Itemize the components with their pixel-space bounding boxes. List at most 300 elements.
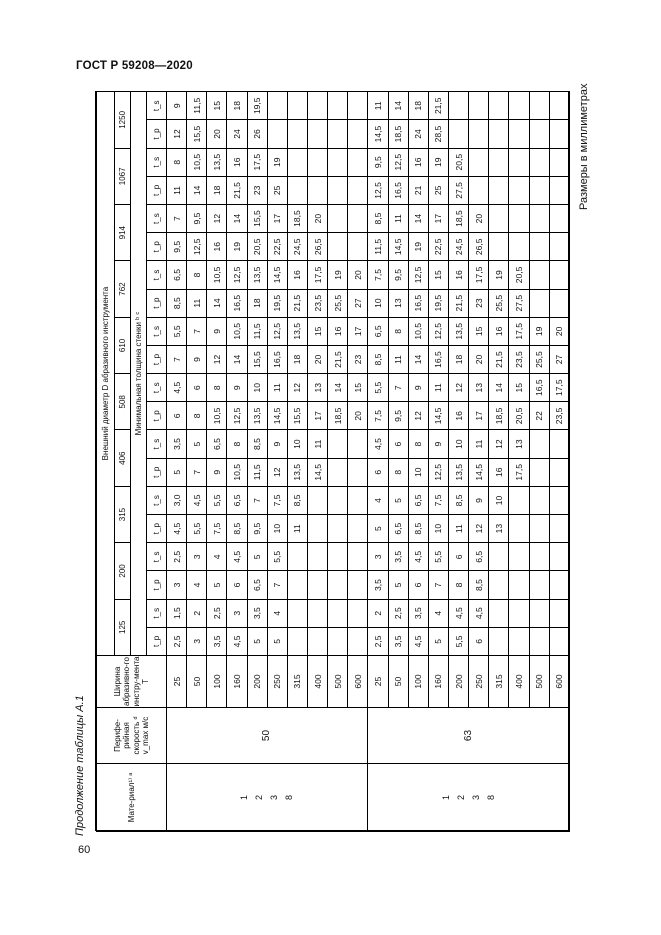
ts-header: t_s bbox=[147, 205, 167, 233]
value-cell bbox=[509, 486, 529, 514]
value-cell: 4,5 bbox=[167, 515, 187, 543]
value-cell bbox=[489, 233, 509, 261]
value-cell: 13,5 bbox=[207, 148, 227, 176]
value-cell: 6 bbox=[448, 543, 468, 571]
width-cell: 250 bbox=[267, 656, 287, 708]
value-cell bbox=[489, 627, 509, 655]
value-cell: 10,5 bbox=[207, 402, 227, 430]
tp-header: t_p bbox=[147, 571, 167, 599]
value-cell: 19,5 bbox=[247, 92, 267, 120]
value-cell: 14,5 bbox=[469, 458, 489, 486]
value-cell: 5,5 bbox=[368, 374, 388, 402]
value-cell: 19 bbox=[227, 233, 247, 261]
wall-thickness-header: Минимальная толщина стенки ᵇ ᶜ bbox=[131, 92, 147, 656]
value-cell: 16,5 bbox=[388, 176, 408, 204]
value-cell bbox=[348, 120, 368, 148]
value-cell: 20,5 bbox=[509, 402, 529, 430]
value-cell: 17 bbox=[307, 402, 327, 430]
value-cell: 6,5 bbox=[368, 317, 388, 345]
value-cell: 8,5 bbox=[368, 345, 388, 373]
value-cell bbox=[348, 599, 368, 627]
value-cell: 18 bbox=[247, 289, 267, 317]
material-value: 1 bbox=[440, 795, 451, 801]
value-cell: 21,5 bbox=[448, 289, 468, 317]
value-cell: 13,5 bbox=[247, 261, 267, 289]
value-cell: 23 bbox=[348, 345, 368, 373]
document-code: ГОСТ Р 59208—2020 bbox=[76, 60, 193, 72]
value-cell: 20 bbox=[307, 345, 327, 373]
value-cell bbox=[549, 148, 569, 176]
value-cell bbox=[448, 120, 468, 148]
value-cell: 6,5 bbox=[388, 515, 408, 543]
value-cell: 16,5 bbox=[227, 289, 247, 317]
value-cell: 25,5 bbox=[489, 289, 509, 317]
value-cell bbox=[549, 120, 569, 148]
value-cell: 9,5 bbox=[247, 515, 267, 543]
value-cell: 22,5 bbox=[267, 233, 287, 261]
value-cell: 8,5 bbox=[167, 289, 187, 317]
value-cell: 22 bbox=[529, 402, 549, 430]
value-cell bbox=[287, 92, 307, 120]
value-cell: 14 bbox=[489, 374, 509, 402]
value-cell: 14 bbox=[227, 205, 247, 233]
value-cell bbox=[287, 571, 307, 599]
value-cell: 7,5 bbox=[368, 402, 388, 430]
value-cell: 7,5 bbox=[207, 515, 227, 543]
value-cell: 2,5 bbox=[207, 599, 227, 627]
value-cell: 25 bbox=[428, 176, 448, 204]
value-cell: 8,5 bbox=[287, 486, 307, 514]
value-cell bbox=[529, 515, 549, 543]
value-cell: 18,5 bbox=[448, 205, 468, 233]
tp-header: t_p bbox=[147, 627, 167, 655]
value-cell: 7 bbox=[388, 374, 408, 402]
value-cell bbox=[307, 120, 327, 148]
units-note: Размеры в миллиметрах bbox=[578, 83, 590, 210]
diameter-header: 610 bbox=[115, 317, 131, 373]
value-cell: 11,5 bbox=[247, 458, 267, 486]
value-cell: 19 bbox=[328, 261, 348, 289]
diameter-header: 1250 bbox=[115, 92, 131, 149]
value-cell: 21,5 bbox=[227, 176, 247, 204]
value-cell: 16,5 bbox=[529, 374, 549, 402]
value-cell bbox=[529, 261, 549, 289]
value-cell: 12,5 bbox=[388, 148, 408, 176]
value-cell: 16 bbox=[328, 317, 348, 345]
value-cell: 3,5 bbox=[408, 599, 428, 627]
value-cell: 2,5 bbox=[167, 627, 187, 655]
material-value: 2 bbox=[455, 795, 466, 801]
value-cell bbox=[529, 148, 549, 176]
value-cell: 17,5 bbox=[469, 261, 489, 289]
value-cell bbox=[307, 176, 327, 204]
value-cell: 18 bbox=[448, 345, 468, 373]
value-cell: 21,5 bbox=[287, 289, 307, 317]
value-cell: 16,5 bbox=[428, 345, 448, 373]
value-cell bbox=[489, 92, 509, 120]
value-cell bbox=[307, 92, 327, 120]
value-cell: 7 bbox=[187, 317, 207, 345]
value-cell: 17 bbox=[428, 205, 448, 233]
value-cell: 13,5 bbox=[287, 317, 307, 345]
value-cell: 10 bbox=[408, 458, 428, 486]
value-cell: 5 bbox=[167, 458, 187, 486]
value-cell: 17,5 bbox=[247, 148, 267, 176]
value-cell: 14 bbox=[408, 345, 428, 373]
value-cell bbox=[549, 571, 569, 599]
value-cell bbox=[549, 261, 569, 289]
value-cell: 11,5 bbox=[368, 233, 388, 261]
table-row bbox=[368, 92, 388, 832]
value-cell: 12,5 bbox=[187, 233, 207, 261]
data-table bbox=[96, 91, 570, 832]
ts-header: t_s bbox=[147, 148, 167, 176]
value-cell: 8 bbox=[227, 430, 247, 458]
ts-header: t_s bbox=[147, 317, 167, 345]
diameter-header: 406 bbox=[115, 430, 131, 486]
value-cell: 12 bbox=[489, 430, 509, 458]
diameter-header: 762 bbox=[115, 261, 131, 317]
value-cell: 18 bbox=[287, 345, 307, 373]
value-cell: 10 bbox=[448, 430, 468, 458]
width-cell: 500 bbox=[328, 656, 348, 708]
value-cell: 20 bbox=[348, 261, 368, 289]
value-cell: 3,5 bbox=[247, 599, 267, 627]
value-cell: 14 bbox=[408, 205, 428, 233]
value-cell: 5 bbox=[388, 486, 408, 514]
value-cell: 5 bbox=[247, 627, 267, 655]
value-cell: 5 bbox=[267, 627, 287, 655]
value-cell: 12,5 bbox=[428, 458, 448, 486]
width-cell: 500 bbox=[529, 656, 549, 708]
value-cell: 11 bbox=[388, 205, 408, 233]
tp-header: t_p bbox=[147, 176, 167, 204]
value-cell bbox=[549, 176, 569, 204]
value-cell: 6 bbox=[469, 627, 489, 655]
value-cell: 12,5 bbox=[428, 317, 448, 345]
value-cell: 6,5 bbox=[207, 430, 227, 458]
value-cell bbox=[529, 92, 549, 120]
value-cell: 7 bbox=[428, 571, 448, 599]
value-cell: 8,5 bbox=[448, 486, 468, 514]
value-cell: 11 bbox=[267, 374, 287, 402]
value-cell: 17,5 bbox=[509, 458, 529, 486]
value-cell: 18,5 bbox=[489, 402, 509, 430]
value-cell bbox=[549, 599, 569, 627]
value-cell: 11,5 bbox=[187, 92, 207, 120]
value-cell bbox=[348, 176, 368, 204]
data-table-frame bbox=[95, 91, 569, 831]
value-cell bbox=[348, 515, 368, 543]
value-cell bbox=[328, 515, 348, 543]
value-cell bbox=[529, 176, 549, 204]
value-cell: 5,5 bbox=[428, 543, 448, 571]
value-cell bbox=[348, 458, 368, 486]
value-cell: 9,5 bbox=[167, 233, 187, 261]
value-cell: 20 bbox=[307, 205, 327, 233]
value-cell: 3 bbox=[227, 599, 247, 627]
value-cell: 19,5 bbox=[428, 289, 448, 317]
value-cell bbox=[287, 599, 307, 627]
value-cell: 8 bbox=[187, 261, 207, 289]
value-cell: 20 bbox=[469, 345, 489, 373]
value-cell bbox=[328, 543, 348, 571]
value-cell: 9,5 bbox=[388, 402, 408, 430]
value-cell bbox=[267, 120, 287, 148]
value-cell: 14,5 bbox=[267, 402, 287, 430]
value-cell: 7 bbox=[247, 486, 267, 514]
tp-header: t_p bbox=[147, 402, 167, 430]
value-cell: 23,5 bbox=[549, 402, 569, 430]
value-cell: 12,5 bbox=[227, 402, 247, 430]
value-cell: 21,5 bbox=[489, 345, 509, 373]
value-cell: 8 bbox=[448, 571, 468, 599]
value-cell bbox=[489, 148, 509, 176]
value-cell: 12,5 bbox=[227, 261, 247, 289]
value-cell: 8 bbox=[187, 402, 207, 430]
value-cell bbox=[348, 430, 368, 458]
value-cell: 15 bbox=[509, 374, 529, 402]
value-cell: 13 bbox=[307, 374, 327, 402]
value-cell: 6,5 bbox=[227, 486, 247, 514]
value-cell: 2,5 bbox=[368, 627, 388, 655]
value-cell: 8 bbox=[388, 317, 408, 345]
diameter-header: 1067 bbox=[115, 148, 131, 204]
value-cell bbox=[328, 120, 348, 148]
value-cell: 7 bbox=[267, 571, 287, 599]
value-cell bbox=[549, 233, 569, 261]
value-cell: 10 bbox=[489, 486, 509, 514]
width-cell: 160 bbox=[227, 656, 247, 708]
value-cell: 14 bbox=[328, 374, 348, 402]
value-cell bbox=[469, 148, 489, 176]
value-cell: 10,5 bbox=[408, 317, 428, 345]
value-cell bbox=[328, 176, 348, 204]
value-cell: 18 bbox=[207, 176, 227, 204]
value-cell: 24,5 bbox=[287, 233, 307, 261]
value-cell bbox=[529, 120, 549, 148]
value-cell: 8 bbox=[388, 458, 408, 486]
value-cell: 15 bbox=[348, 374, 368, 402]
value-cell: 11 bbox=[469, 430, 489, 458]
speed-cell: 63 bbox=[368, 708, 570, 764]
value-cell: 16 bbox=[448, 402, 468, 430]
value-cell bbox=[328, 205, 348, 233]
width-header: Ширина абразивно-го инстру-мента T bbox=[97, 656, 167, 708]
value-cell bbox=[529, 289, 549, 317]
value-cell bbox=[549, 289, 569, 317]
value-cell: 14,5 bbox=[368, 120, 388, 148]
value-cell: 9 bbox=[408, 374, 428, 402]
value-cell bbox=[307, 148, 327, 176]
material-value: 3 bbox=[470, 795, 481, 801]
value-cell: 16 bbox=[207, 233, 227, 261]
width-cell: 25 bbox=[368, 656, 388, 708]
value-cell bbox=[448, 92, 468, 120]
value-cell: 15,5 bbox=[247, 205, 267, 233]
value-cell: 3,5 bbox=[207, 627, 227, 655]
value-cell: 19,5 bbox=[267, 289, 287, 317]
width-cell: 100 bbox=[207, 656, 227, 708]
value-cell: 6,5 bbox=[167, 261, 187, 289]
value-cell bbox=[307, 543, 327, 571]
value-cell: 2,5 bbox=[167, 543, 187, 571]
table-row bbox=[167, 92, 187, 832]
value-cell: 4,5 bbox=[167, 374, 187, 402]
value-cell: 16 bbox=[489, 458, 509, 486]
value-cell: 9 bbox=[207, 317, 227, 345]
value-cell: 15,5 bbox=[187, 120, 207, 148]
width-cell: 400 bbox=[307, 656, 327, 708]
value-cell: 8,5 bbox=[408, 515, 428, 543]
value-cell: 22,5 bbox=[428, 233, 448, 261]
value-cell bbox=[549, 543, 569, 571]
value-cell bbox=[509, 627, 529, 655]
value-cell bbox=[489, 543, 509, 571]
tp-header: t_p bbox=[147, 515, 167, 543]
value-cell bbox=[287, 148, 307, 176]
value-cell: 2 bbox=[368, 599, 388, 627]
value-cell: 24 bbox=[408, 120, 428, 148]
value-cell: 14,5 bbox=[307, 458, 327, 486]
value-cell bbox=[469, 176, 489, 204]
value-cell bbox=[509, 599, 529, 627]
value-cell: 8,5 bbox=[227, 515, 247, 543]
value-cell bbox=[509, 176, 529, 204]
value-cell: 6 bbox=[368, 458, 388, 486]
value-cell: 12,5 bbox=[408, 261, 428, 289]
value-cell: 14 bbox=[227, 345, 247, 373]
value-cell: 12 bbox=[267, 458, 287, 486]
value-cell: 13,5 bbox=[448, 317, 468, 345]
value-cell: 20 bbox=[207, 120, 227, 148]
value-cell bbox=[529, 430, 549, 458]
value-cell: 9 bbox=[187, 345, 207, 373]
value-cell: 17 bbox=[348, 317, 368, 345]
value-cell: 7 bbox=[167, 345, 187, 373]
value-cell: 4,5 bbox=[227, 543, 247, 571]
value-cell: 5,5 bbox=[207, 486, 227, 514]
value-cell: 4,5 bbox=[187, 486, 207, 514]
value-cell: 8 bbox=[207, 374, 227, 402]
rotated-table bbox=[96, 92, 570, 832]
value-cell: 20 bbox=[348, 402, 368, 430]
value-cell: 12 bbox=[207, 205, 227, 233]
value-cell bbox=[328, 571, 348, 599]
value-cell: 8 bbox=[167, 148, 187, 176]
value-cell: 11 bbox=[307, 430, 327, 458]
value-cell: 17,5 bbox=[549, 374, 569, 402]
value-cell: 9,5 bbox=[368, 148, 388, 176]
ts-header: t_s bbox=[147, 599, 167, 627]
width-cell: 50 bbox=[388, 656, 408, 708]
value-cell: 12,5 bbox=[267, 317, 287, 345]
diameter-header: 914 bbox=[115, 205, 131, 261]
value-cell: 2,5 bbox=[388, 599, 408, 627]
diameter-header: 508 bbox=[115, 374, 131, 430]
ts-header: t_s bbox=[147, 374, 167, 402]
value-cell: 7,5 bbox=[428, 486, 448, 514]
value-cell: 9,5 bbox=[187, 205, 207, 233]
value-cell: 25,5 bbox=[328, 289, 348, 317]
value-cell: 10,5 bbox=[187, 148, 207, 176]
value-cell bbox=[529, 486, 549, 514]
value-cell bbox=[307, 515, 327, 543]
value-cell: 5 bbox=[247, 543, 267, 571]
value-cell bbox=[328, 233, 348, 261]
value-cell: 14,5 bbox=[267, 261, 287, 289]
value-cell: 14 bbox=[388, 92, 408, 120]
value-cell: 21,5 bbox=[428, 92, 448, 120]
value-cell: 11 bbox=[428, 374, 448, 402]
value-cell bbox=[328, 486, 348, 514]
value-cell: 9 bbox=[428, 430, 448, 458]
value-cell: 27 bbox=[348, 289, 368, 317]
diameter-header: 200 bbox=[115, 543, 131, 599]
value-cell: 11 bbox=[287, 515, 307, 543]
width-cell: 250 bbox=[469, 656, 489, 708]
value-cell: 1,5 bbox=[167, 599, 187, 627]
value-cell: 24 bbox=[227, 120, 247, 148]
value-cell: 14,5 bbox=[428, 402, 448, 430]
value-cell: 7 bbox=[167, 205, 187, 233]
width-cell: 25 bbox=[167, 656, 187, 708]
value-cell bbox=[489, 120, 509, 148]
value-cell: 18,5 bbox=[328, 402, 348, 430]
value-cell bbox=[287, 543, 307, 571]
value-cell bbox=[348, 571, 368, 599]
value-cell: 5,5 bbox=[448, 627, 468, 655]
value-cell bbox=[549, 92, 569, 120]
value-cell: 23 bbox=[469, 289, 489, 317]
width-cell: 600 bbox=[348, 656, 368, 708]
value-cell: 6,5 bbox=[408, 486, 428, 514]
value-cell bbox=[529, 543, 549, 571]
value-cell: 9 bbox=[469, 486, 489, 514]
diameter-header: 125 bbox=[115, 599, 131, 655]
value-cell bbox=[307, 486, 327, 514]
value-cell: 10 bbox=[247, 374, 267, 402]
value-cell bbox=[469, 120, 489, 148]
page-number: 60 bbox=[78, 844, 91, 856]
material-cell bbox=[368, 764, 570, 832]
ts-header: t_s bbox=[147, 543, 167, 571]
value-cell: 6 bbox=[187, 374, 207, 402]
tp-header: t_p bbox=[147, 233, 167, 261]
value-cell bbox=[348, 233, 368, 261]
value-cell bbox=[549, 515, 569, 543]
value-cell: 16 bbox=[287, 261, 307, 289]
value-cell: 13,5 bbox=[287, 458, 307, 486]
diameter-header: 315 bbox=[115, 486, 131, 542]
value-cell: 9 bbox=[167, 92, 187, 120]
value-cell: 17,5 bbox=[509, 317, 529, 345]
value-cell: 17 bbox=[267, 205, 287, 233]
value-cell: 8,5 bbox=[368, 205, 388, 233]
outer-diameter-header: Внешний диаметр D абразивного инструмента bbox=[97, 92, 115, 656]
value-cell: 10 bbox=[267, 515, 287, 543]
table-caption: Продолжение таблицы А.1 bbox=[74, 695, 86, 836]
value-cell: 26,5 bbox=[307, 233, 327, 261]
value-cell: 10 bbox=[428, 515, 448, 543]
value-cell: 15 bbox=[428, 261, 448, 289]
value-cell: 13,5 bbox=[247, 402, 267, 430]
width-cell: 200 bbox=[448, 656, 468, 708]
material-value: 2 bbox=[254, 795, 265, 801]
tp-header: t_p bbox=[147, 289, 167, 317]
value-cell: 13 bbox=[469, 374, 489, 402]
value-cell bbox=[348, 627, 368, 655]
